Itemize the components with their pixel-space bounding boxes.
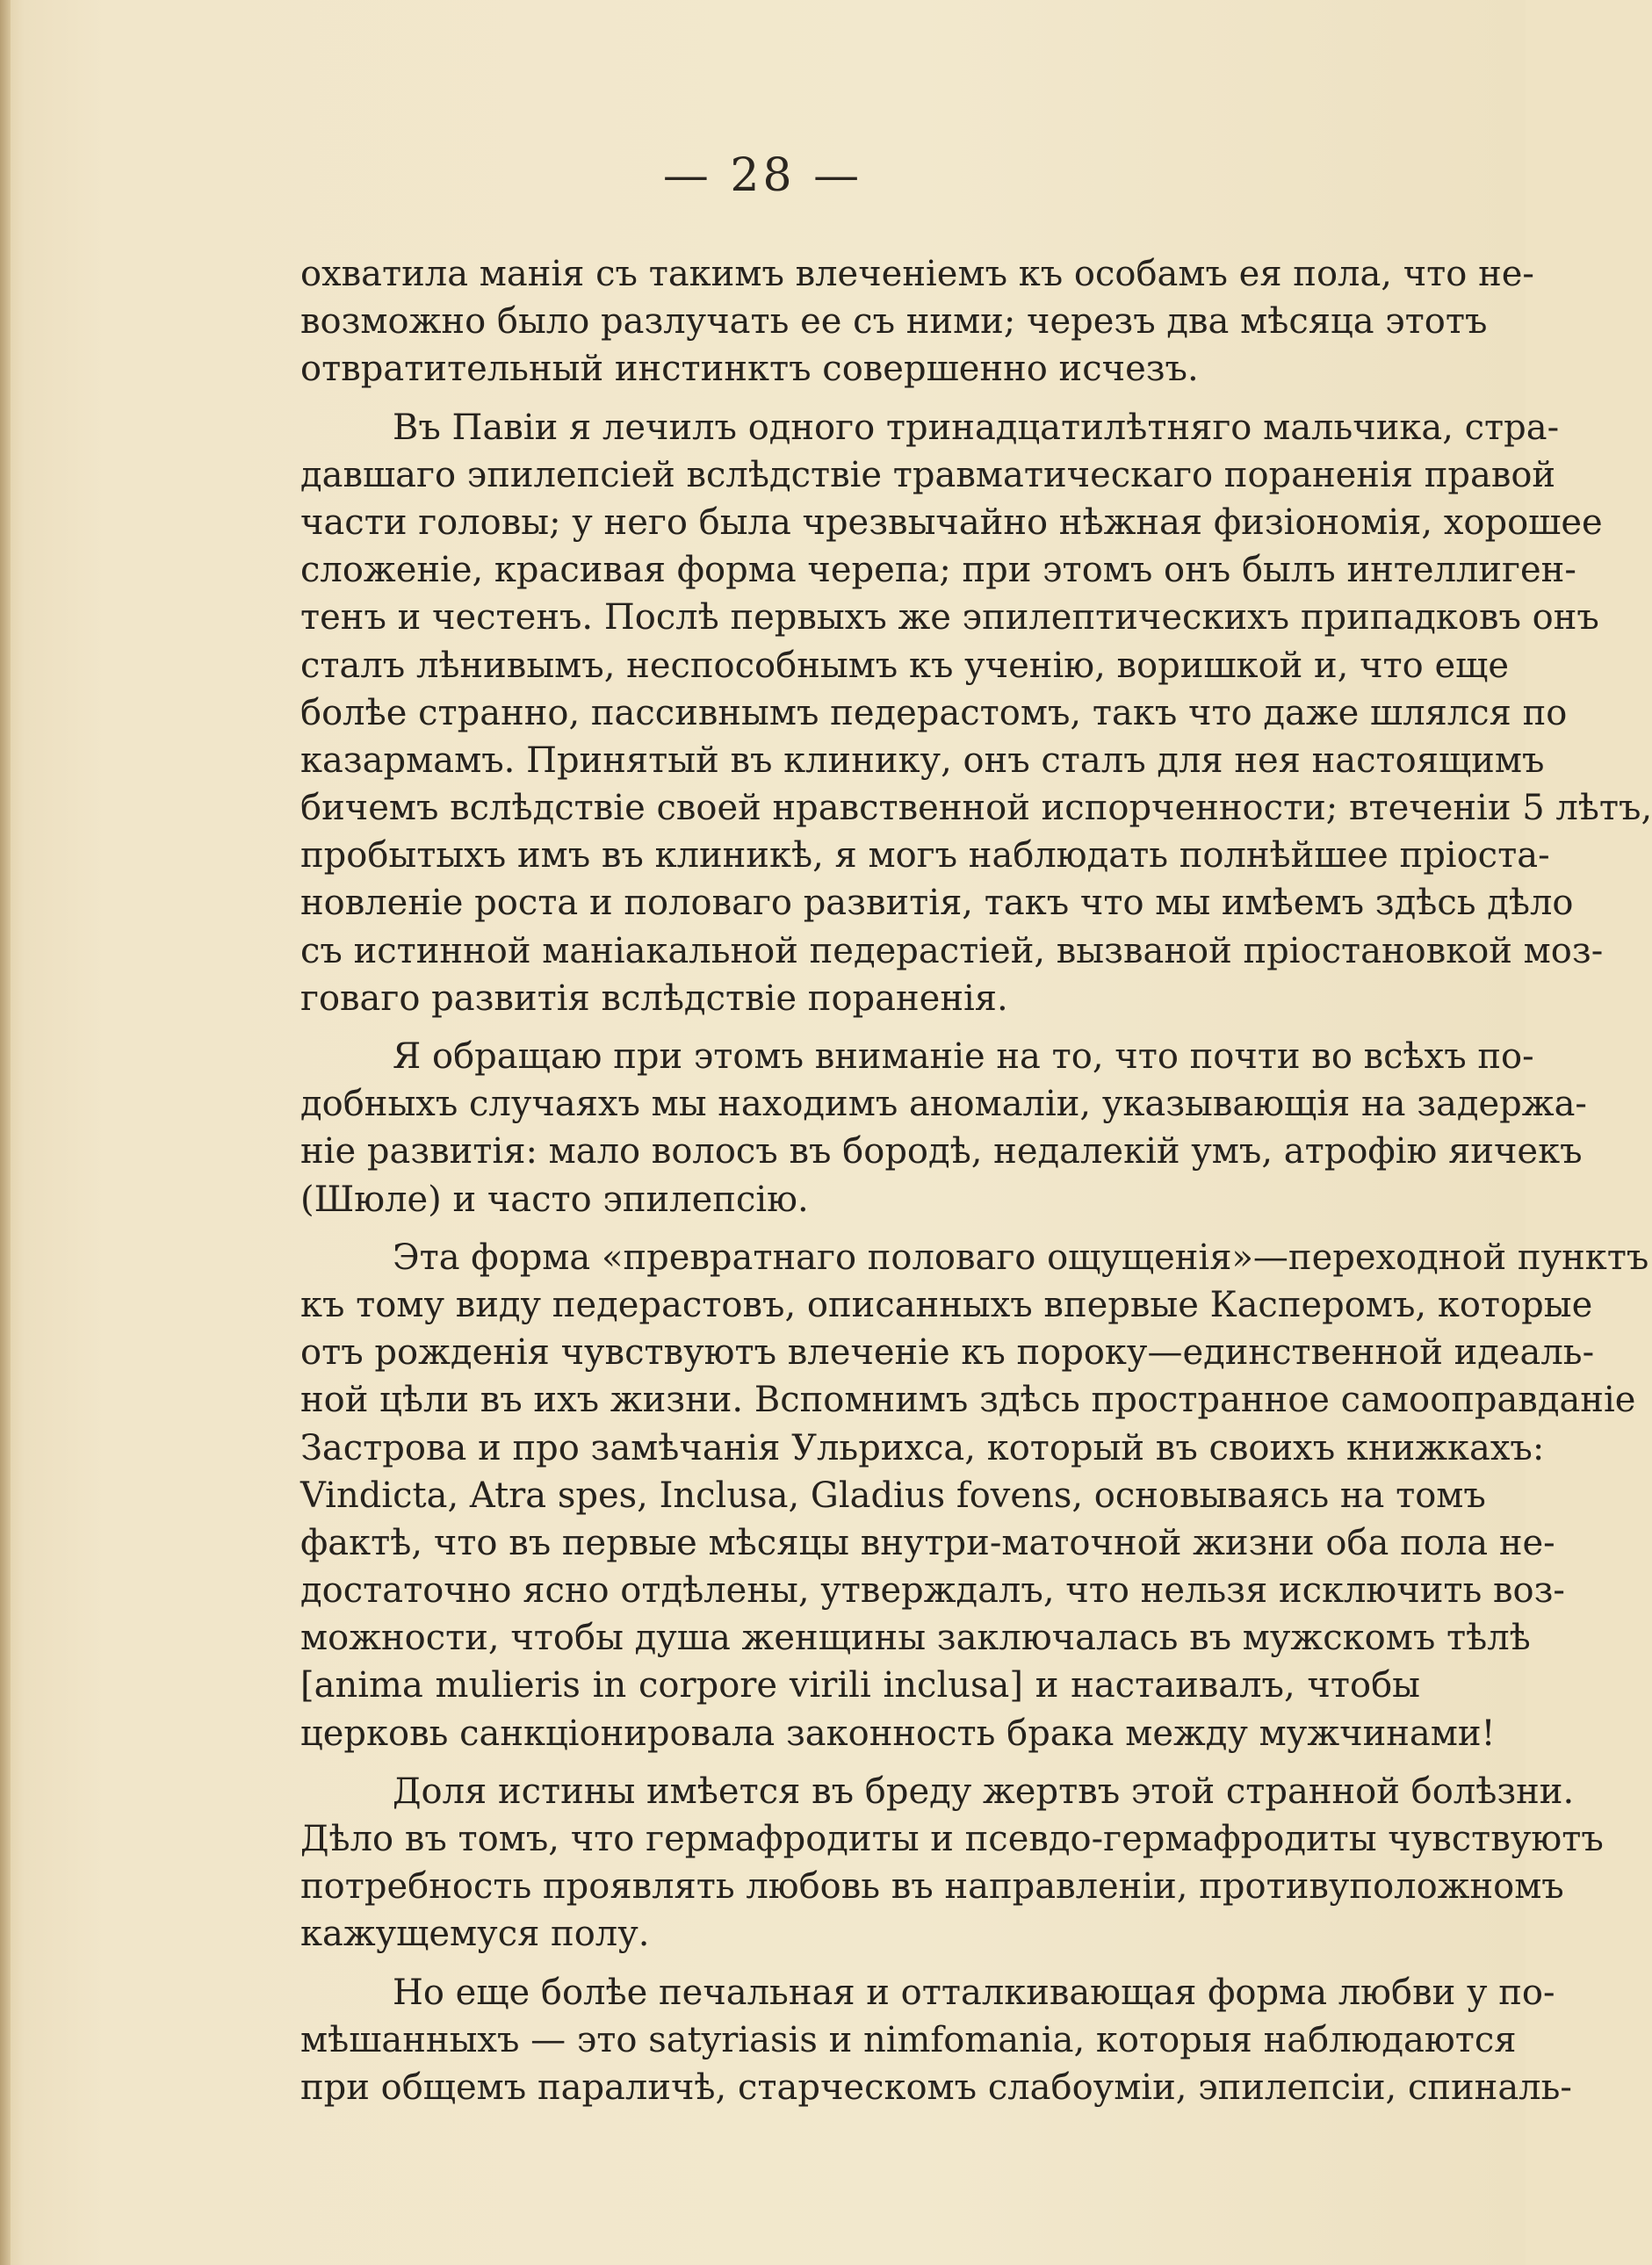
- text-line: тенъ и честенъ. Послѣ первыхъ же эпилептическихъ припадковъ онъ: [300, 597, 1599, 638]
- text-line: пробытыхъ имъ въ клиникѣ, я могъ наблюдать полнѣйшее пріоста-: [300, 835, 1550, 876]
- text-line: Въ Павіи я лечилъ одного тринадцатилѣтняго мальчика, стра-: [393, 407, 1560, 448]
- text-line: давшаго эпилепсіей вслѣдствіе травматическаго пораненія правой: [300, 454, 1556, 495]
- text-line: казармамъ. Принятый въ клинику, онъ сталъ для нея настоящимъ: [300, 739, 1545, 781]
- paragraph: [300, 250, 1534, 404]
- text-line: добныхъ случаяхъ мы находимъ аномаліи, указывающія на задержа-: [300, 1084, 1587, 1125]
- text-line: Я обращаю при этомъ вниманіе на то, что почти во всѣхъ по-: [393, 1036, 1534, 1077]
- text-line: отъ рожденія чувствуютъ влеченіе къ пороку—единственной идеаль-: [300, 1332, 1595, 1374]
- text-line: можности, чтобы душа женщины заключалась въ мужскомъ тѣлѣ: [300, 1618, 1531, 1659]
- text-line: къ тому виду педерастовъ, описанныхъ впервые Касперомъ, которые: [300, 1284, 1593, 1325]
- paragraph: [300, 1234, 1649, 1768]
- text-line: Дѣло въ томъ, что гермафродиты и псевдо-гермафродиты чувствуютъ: [300, 1819, 1604, 1859]
- text-line: Но еще болѣе печальная и отталкивающая форма любви у по-: [393, 1972, 1555, 2013]
- text-line: возможно было разлучать ее съ ними; черезъ два мѣсяца этотъ: [300, 301, 1488, 343]
- text-line: сложеніе, красивая форма черепа; при этомъ онъ былъ интеллиген-: [300, 550, 1576, 591]
- text-line: ной цѣли въ ихъ жизни. Вспомнимъ здѣсь пространное самооправданіе: [300, 1380, 1636, 1421]
- text-line: болѣе странно, пассивнымъ педерастомъ, такъ что даже шлялся по: [300, 692, 1568, 733]
- text-line: съ истинной маніакальной педерастіей, вызваной пріостановкой моз-: [300, 930, 1604, 971]
- text-line: потребность проявлять любовь въ направленіи, противуположномъ: [300, 1866, 1564, 1908]
- text-line: Эта форма «превратнаго половаго ощущенія»—переходной пунктъ: [393, 1237, 1649, 1278]
- body-text: [300, 250, 1652, 2111]
- page-gutter-edge: [0, 0, 11, 2265]
- text-line: фактѣ, что въ первые мѣсяцы внутри-маточной жизни оба пола не-: [300, 1522, 1555, 1563]
- text-line: говаго развитія вслѣдствіе пораненія.: [300, 977, 1008, 1019]
- text-line: (Шюле) и часто эпилепсію.: [300, 1179, 809, 1220]
- text-line: кажущемуся полу.: [300, 1914, 650, 1955]
- page-number: — 28 —: [662, 149, 863, 202]
- text-line: бичемъ вслѣдствіе своей нравственной испорченности; втеченіи 5 лѣтъ,: [300, 788, 1652, 829]
- text-line: мѣшанныхъ — это satyriasis и nimfomania, которыя наблюдаются: [300, 2019, 1517, 2060]
- text-line: охватила манія съ такимъ влеченіемъ къ особамъ ея пола, что не-: [300, 254, 1534, 294]
- text-line: достаточно ясно отдѣлены, утверждалъ, что нельзя исключить воз-: [300, 1570, 1565, 1612]
- paragraph: [300, 1969, 1572, 2112]
- paragraph: [300, 1768, 1604, 1969]
- text-line: [anima muliеris in corpore virili inclusa] и настаивалъ, чтобы: [300, 1665, 1420, 1706]
- text-line: новленіе роста и половаго развитія, такъ что мы имѣемъ здѣсь дѣло: [300, 883, 1574, 924]
- text-line: отвратительный инстинктъ совершенно исчезъ.: [300, 349, 1199, 390]
- paragraph: [300, 1033, 1587, 1234]
- text-line: Застрова и про замѣчанія Ульрихса, который въ своихъ книжкахъ:: [300, 1427, 1545, 1468]
- text-line: при общемъ параличѣ, старческомъ слабоуміи, эпилепсіи, спиналь-: [300, 2067, 1572, 2108]
- text-line: Доля истины имѣется въ бреду жертвъ этой странной болѣзни.: [393, 1771, 1575, 1812]
- paragraph: [300, 404, 1652, 1033]
- text-line: церковь санкціонировала законность брака между мужчинами!: [300, 1713, 1496, 1754]
- text-line: Vindicta, Atra spes, Inclusa, Gladius fovens, основываясь на томъ: [300, 1475, 1486, 1516]
- text-line: части головы; у него была чрезвычайно нѣжная физіономія, хорошее: [300, 501, 1603, 543]
- text-line: сталъ лѣнивымъ, неспособнымъ къ ученію, воришкой и, что еще: [300, 645, 1509, 686]
- text-line: ніе развитія: мало волосъ въ бородѣ, недалекій умъ, атрофію яичекъ: [300, 1131, 1583, 1172]
